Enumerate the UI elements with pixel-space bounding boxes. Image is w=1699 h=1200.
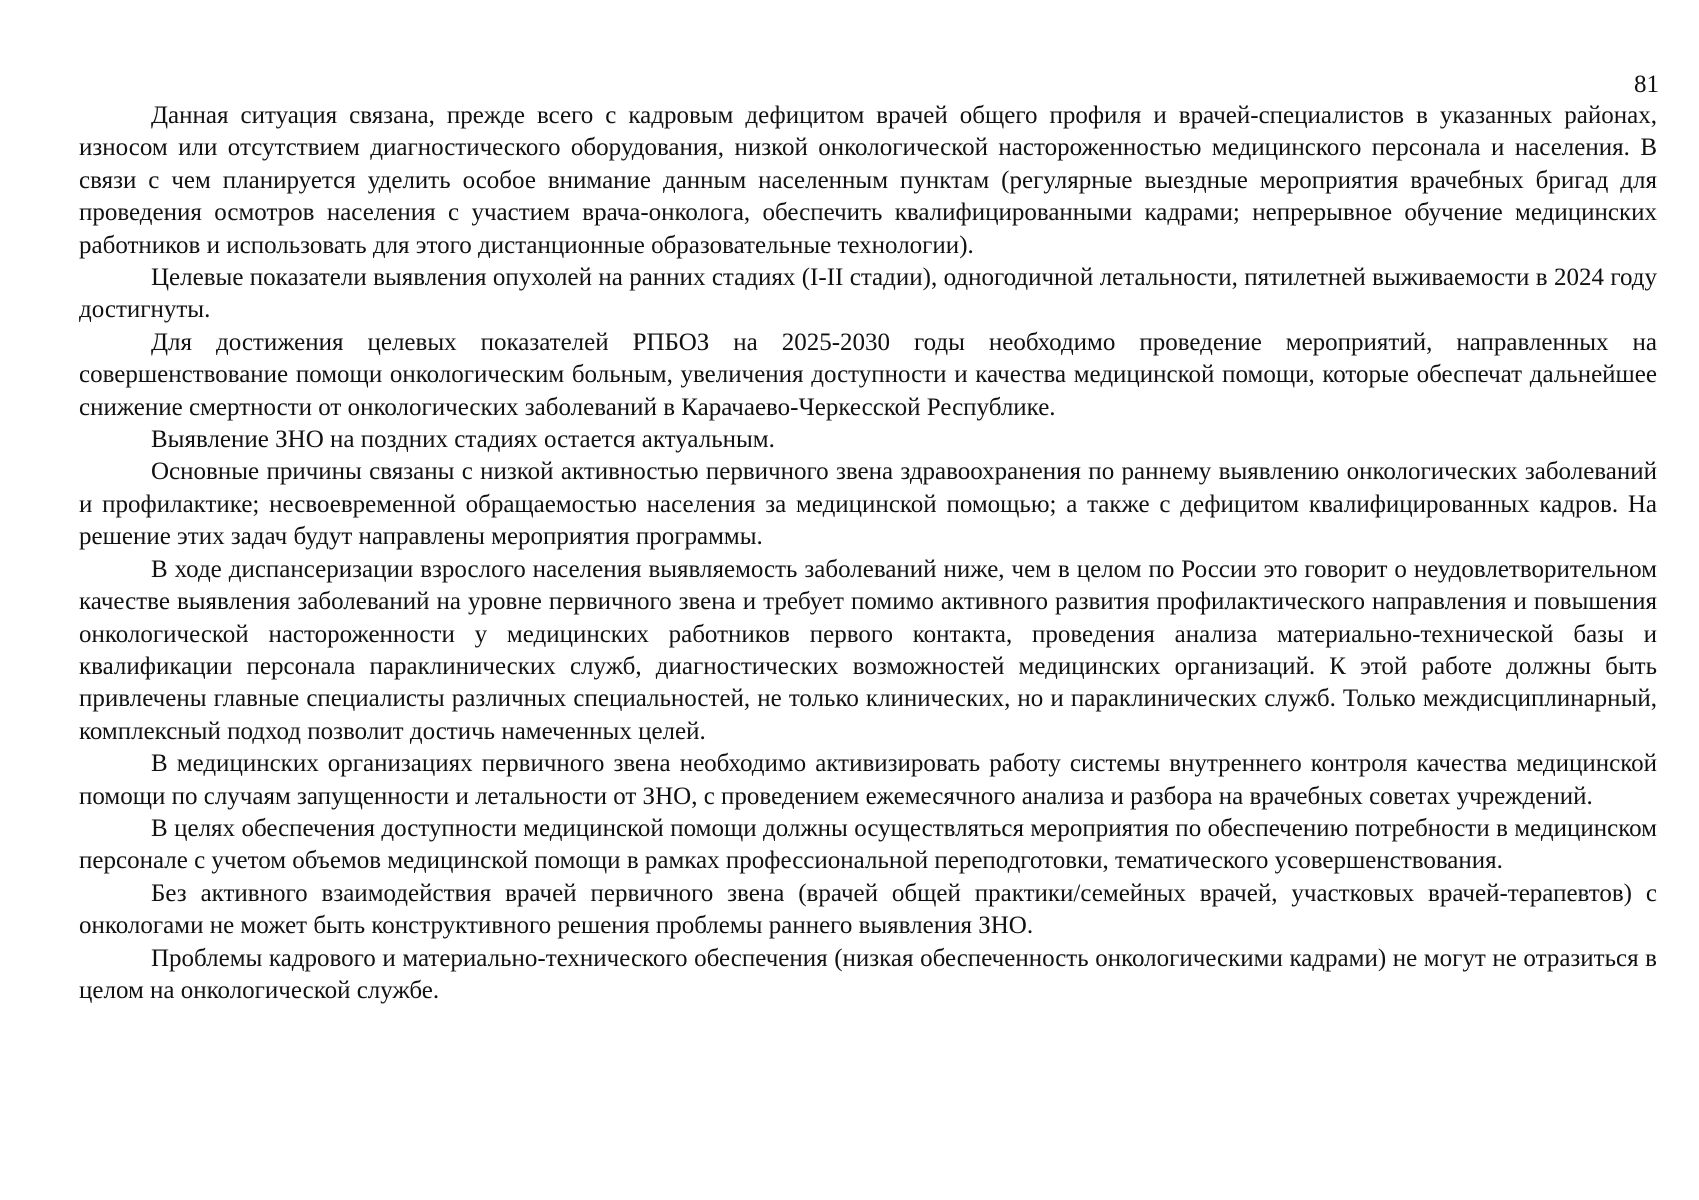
paragraph: В ходе диспансеризации взрослого населения выявляемость заболеваний ниже, чем в целом по России это говорит о неудовлетворительном качестве выявления заболеваний на уровне первичного звена и требует помимо активного развития профилактического направления и повышения онкологической настороженности у медицинских работников первого контакта, проведения анализа материально-технической базы и квалификации персонала параклинических служб, диагностических возможностей медицинских организаций. К этой работе должны быть привлечены главные специалисты различных специальностей, не только клинических, но и параклинических служб. Только междисциплинарный, комплексный подход позволит достичь намеченных целей.: [79, 555, 1657, 745]
paragraph: Целевые показатели выявления опухолей на ранних стадиях (I-II стадии), одногодичной летальности, пятилетней выживаемости в 2024 году достигнуты.: [79, 264, 1657, 324]
paragraph: Без активного взаимодействия врачей первичного звена (врачей общей практики/семейных врачей, участковых врачей-терапевтов) с онкологами не может быть конструктивного решения проблемы раннего выявления ЗНО.: [79, 879, 1657, 940]
paragraph: Проблемы кадрового и материально-технического обеспечения (низкая обеспеченность онкологическими кадрами) не могут не отразиться в целом на онкологической службе.: [79, 944, 1657, 1004]
page-number: 81: [1634, 71, 1659, 98]
paragraph: Выявление ЗНО на поздних стадиях остается актуальным.: [151, 426, 775, 454]
paragraph: В медицинских организациях первичного звена необходимо активизировать работу системы внутреннего контроля качества медицинской помощи по случаям запущенности и летальности от ЗНО, с проведением ежемесячного анализа и разбора на врачебных советах учреждений.: [79, 750, 1657, 810]
paragraph: Данная ситуация связана, прежде всего с кадровым дефицитом врачей общего профиля и врачей-специалистов в указанных районах, износом или отсутствием диагностического оборудования, низкой онкологической настороженностью медицинского персонала и населения. В связи с чем планируется уделить особое внимание данным населенным пунктам (регулярные выездные мероприятия врачебных бригад для проведения осмотров населения с участием врача-онколога, обеспечить квалифицированными кадрами; непрерывное обучение медицинских работников и использовать для этого дистанционные образовательные технологии).: [79, 102, 1657, 259]
paragraph: Основные причины связаны с низкой активностью первичного звена здравоохранения по раннему выявлению онкологических заболеваний и профилактике; несвоевременной обращаемостью населения за медицинской помощью; а также с дефицитом квалифицированных кадров. На решение этих задач будут направлены мероприятия программы.: [79, 458, 1657, 551]
paragraph: В целях обеспечения доступности медицинской помощи должны осуществляться мероприятия по обеспечению потребности в медицинском персонале с учетом объемов медицинской помощи в рамках профессиональной переподготовки, тематического усовершенствования.: [79, 814, 1657, 875]
document-body: [79, 100, 1657, 1007]
paragraph: Для достижения целевых показателей РПБОЗ на 2025-2030 годы необходимо проведение мероприятий, направленных на совершенствование помощи онкологическим больным, увеличения доступности и качества медицинской помощи, которые обеспечат дальнейшее снижение смертности от онкологических заболеваний в Карачаево-Черкесской Республике.: [79, 328, 1657, 421]
